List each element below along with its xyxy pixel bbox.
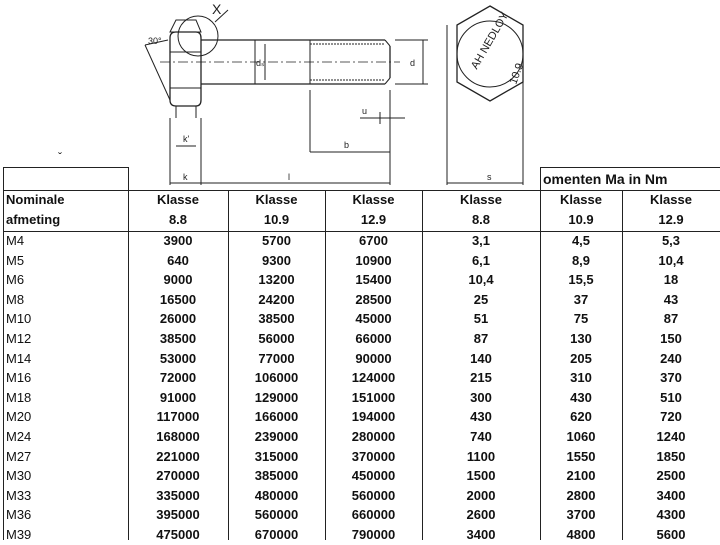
table-row (0, 427, 720, 447)
row-value: 510 (660, 389, 682, 405)
row-value: 168000 (156, 429, 200, 444)
row-value: 56000 (258, 331, 295, 346)
table-row (0, 251, 720, 271)
row-value: 300 (470, 389, 492, 405)
label-k: k (183, 172, 188, 182)
table-row (0, 309, 720, 329)
row-size: M6 (6, 272, 25, 288)
row-size: M20 (6, 409, 32, 425)
row-value: 3900 (163, 233, 193, 248)
table-row (0, 447, 720, 467)
row-size: M18 (6, 389, 32, 405)
label-x: X (212, 1, 222, 17)
row-value: 38500 (258, 311, 295, 327)
table-row (0, 231, 720, 251)
row-value: 3700 (566, 507, 596, 523)
header-col-label: Klasse (560, 192, 602, 207)
row-value: 90000 (355, 350, 392, 366)
header-col-5 (540, 190, 622, 230)
header-col-2 (228, 190, 325, 230)
row-value: 2800 (566, 487, 596, 503)
row-value: 18 (663, 272, 679, 288)
table-row (0, 368, 720, 388)
header-col-4 (422, 190, 540, 230)
row-value: 4,5 (571, 233, 591, 248)
row-value: 385000 (254, 468, 299, 484)
row-value: 4800 (566, 527, 596, 542)
row-value: 9000 (163, 272, 193, 288)
row-value: 5600 (656, 527, 686, 542)
table-row (0, 270, 720, 290)
row-value: 75 (573, 311, 589, 327)
row-value: 3,1 (471, 233, 491, 248)
header-col-grade: 8.8 (168, 212, 188, 227)
row-value: 560000 (351, 487, 396, 503)
row-value: 10900 (355, 252, 392, 268)
row-value: 1550 (566, 448, 596, 464)
row-value: 151000 (351, 389, 396, 405)
row-value: 370 (660, 370, 682, 386)
row-value: 3400 (466, 527, 496, 542)
label-b: b (344, 140, 350, 150)
row-value: 3400 (656, 487, 686, 503)
row-value: 26000 (159, 311, 197, 327)
header-col-grade: 8.8 (471, 212, 491, 227)
row-value: 129000 (254, 389, 299, 405)
row-value: 315000 (254, 448, 299, 464)
row-value: 5,3 (661, 233, 681, 248)
table-row (0, 349, 720, 369)
row-size: M27 (6, 448, 32, 464)
table-row (0, 525, 720, 545)
label-l: l (288, 172, 290, 182)
header-col-label: Klasse (650, 192, 692, 207)
row-value: 1240 (656, 429, 686, 444)
row-size: M33 (6, 487, 32, 503)
row-size: M10 (6, 311, 32, 327)
header-col-grade: 10.9 (263, 212, 290, 227)
row-value: 1500 (466, 468, 496, 484)
header-nominal-line1: Nominale (6, 192, 65, 207)
row-value: 91000 (159, 389, 197, 405)
row-size: M14 (6, 350, 32, 366)
row-size: M5 (6, 252, 25, 268)
row-value: 5700 (262, 233, 291, 248)
row-value: 215 (470, 370, 492, 386)
label-s: s (487, 172, 492, 182)
row-value: 6,1 (471, 252, 491, 268)
row-size: M30 (6, 468, 32, 484)
row-value: 430 (570, 389, 592, 405)
header-col-3 (325, 190, 422, 230)
row-value: 2500 (656, 468, 686, 484)
row-value: 25 (473, 291, 489, 307)
row-value: 475000 (156, 527, 200, 542)
row-value: 72000 (159, 370, 197, 386)
row-value: 53000 (159, 350, 197, 366)
row-value: 660000 (351, 507, 396, 523)
table-row (0, 329, 720, 349)
row-size: M39 (6, 527, 32, 542)
row-value: 310 (570, 370, 592, 386)
table-row (0, 505, 720, 525)
table-row (0, 466, 720, 486)
row-value: 150 (660, 331, 682, 346)
header-nominal-line2: afmeting (6, 212, 61, 227)
row-value: 2000 (466, 487, 496, 503)
label-k-prime: k' (183, 134, 190, 144)
row-value: 130 (570, 331, 592, 346)
row-value: 15,5 (568, 272, 594, 288)
row-value: 124000 (351, 370, 396, 386)
row-value: 790000 (351, 527, 396, 542)
head-grade: 10.9 (507, 61, 527, 86)
row-value: 37 (573, 291, 589, 307)
bolt-technical-drawing (0, 0, 720, 190)
header-col-grade: 12.9 (658, 212, 684, 227)
table-row (0, 388, 720, 408)
row-size: M36 (6, 507, 32, 523)
moment-title: omenten Ma in Nm (543, 171, 668, 187)
row-value: 6700 (359, 233, 388, 248)
row-value: 239000 (254, 429, 299, 444)
row-value: 560000 (254, 507, 299, 523)
row-value: 480000 (254, 487, 299, 503)
row-value: 270000 (156, 468, 200, 484)
row-value: 117000 (156, 409, 200, 425)
row-size: M8 (6, 291, 25, 307)
row-value: 205 (570, 350, 592, 366)
row-value: 2600 (466, 507, 496, 523)
row-value: 395000 (156, 507, 200, 523)
row-value: 13200 (258, 272, 295, 288)
row-value: 16500 (159, 291, 197, 307)
row-value: 87 (473, 331, 489, 346)
row-value: 640 (167, 252, 189, 268)
row-value: 87 (663, 311, 679, 327)
row-value: 740 (470, 429, 492, 444)
row-value: 430 (470, 409, 492, 425)
row-value: 280000 (351, 429, 396, 444)
label-angle: 30° (148, 36, 162, 46)
row-value: 51 (473, 311, 489, 327)
row-value: 45000 (355, 311, 392, 327)
row-size: M4 (6, 233, 25, 248)
row-value: 1060 (566, 429, 596, 444)
row-value: 77000 (258, 350, 295, 366)
table-row (0, 290, 720, 310)
row-value: 15400 (355, 272, 392, 288)
row-value: 4300 (656, 507, 686, 523)
row-value: 9300 (262, 252, 291, 268)
row-size: M16 (6, 370, 32, 386)
table-row (0, 486, 720, 506)
header-col-grade: 12.9 (360, 212, 387, 227)
row-value: 194000 (351, 409, 396, 425)
label-u: u (362, 106, 368, 116)
row-size: M12 (6, 331, 32, 346)
row-value: 43 (663, 291, 679, 307)
row-value: 720 (660, 409, 682, 425)
row-value: 24200 (258, 291, 295, 307)
label-ds: dₛ (256, 58, 265, 68)
header-nominal (6, 190, 65, 230)
header-col-grade: 10.9 (568, 212, 594, 227)
header-col-label: Klasse (460, 192, 502, 207)
row-value: 370000 (351, 448, 396, 464)
label-d: d (410, 58, 416, 68)
row-value: 620 (570, 409, 592, 425)
table-top-border-right (540, 167, 720, 168)
row-size: M24 (6, 429, 32, 444)
row-value: 450000 (351, 468, 396, 484)
row-value: 140 (470, 350, 492, 366)
header-col-1 (128, 190, 228, 230)
row-value: 10,4 (468, 272, 494, 288)
header-col-6 (622, 190, 720, 230)
row-value: 240 (660, 350, 682, 366)
header-col-label: Klasse (352, 192, 395, 207)
row-value: 166000 (254, 409, 299, 425)
row-value: 670000 (254, 527, 299, 542)
table-row (0, 407, 720, 427)
header-col-label: Klasse (157, 192, 199, 207)
header-col-label: Klasse (255, 192, 298, 207)
row-value: 1850 (656, 448, 686, 464)
table-top-border (3, 167, 128, 168)
row-value: 221000 (156, 448, 200, 464)
stray-mark: ˇ (58, 150, 62, 164)
row-value: 10,4 (658, 252, 684, 268)
row-value: 335000 (156, 487, 200, 503)
row-value: 2100 (566, 468, 596, 484)
row-value: 8,9 (571, 252, 591, 268)
head-brand: AH NEDLOY (469, 10, 512, 72)
row-value: 106000 (254, 370, 299, 386)
row-value: 28500 (355, 291, 392, 307)
row-value: 66000 (355, 331, 392, 346)
row-value: 1100 (466, 448, 496, 464)
row-value: 38500 (159, 331, 197, 346)
